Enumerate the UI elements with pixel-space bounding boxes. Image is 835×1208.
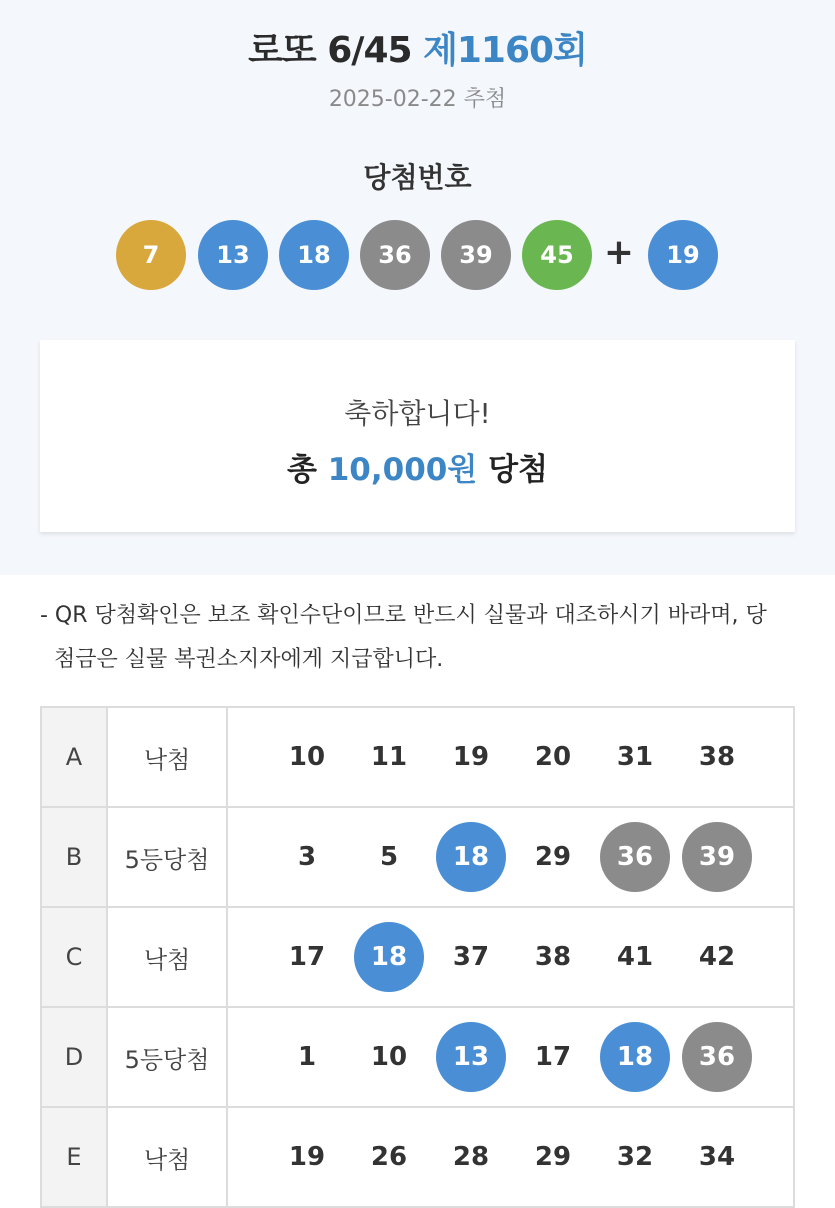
ticket-number: 28 bbox=[452, 1142, 490, 1172]
winning-ball: 18 bbox=[279, 220, 349, 290]
prize-summary-card bbox=[40, 340, 795, 532]
ticket-number: 38 bbox=[534, 942, 572, 972]
congrats-message: 축하합니다! bbox=[344, 397, 491, 430]
ticket-row bbox=[41, 1107, 794, 1207]
ticket-result: 낙첨 bbox=[107, 1107, 227, 1207]
qr-notice-line2: 첨금은 실물 복권소지자에게 지급합니다. bbox=[54, 647, 444, 672]
ticket-game-id: A bbox=[41, 707, 107, 807]
ticket-numbers bbox=[227, 707, 794, 807]
ticket-numbers bbox=[227, 907, 794, 1007]
winning-numbers-label: 당첨번호 bbox=[363, 161, 472, 194]
ticket-table bbox=[40, 706, 795, 1208]
ticket-number: 31 bbox=[616, 742, 654, 772]
ticket-numbers bbox=[227, 807, 794, 907]
total-prize bbox=[40, 444, 795, 489]
ticket-result: 5등당첨 bbox=[107, 1007, 227, 1107]
page-title bbox=[0, 22, 835, 73]
ticket-number: 20 bbox=[534, 742, 572, 772]
ticket-number-matched: 36 bbox=[682, 1022, 752, 1092]
ticket-number: 3 bbox=[297, 842, 317, 872]
ticket-game-id: E bbox=[41, 1107, 107, 1207]
ticket-number: 32 bbox=[616, 1142, 654, 1172]
ticket-result: 5등당첨 bbox=[107, 807, 227, 907]
ticket-number-matched: 18 bbox=[600, 1022, 670, 1092]
ticket-number: 26 bbox=[370, 1142, 408, 1172]
ticket-number: 41 bbox=[616, 942, 654, 972]
ticket-number: 19 bbox=[288, 1142, 326, 1172]
ticket-number: 42 bbox=[698, 942, 736, 972]
ticket-row bbox=[41, 907, 794, 1007]
ticket-number: 10 bbox=[288, 742, 326, 772]
total-prefix: 총 bbox=[286, 452, 317, 488]
ticket-number: 37 bbox=[452, 942, 490, 972]
ticket-number: 11 bbox=[370, 742, 408, 772]
ticket-number-matched: 36 bbox=[600, 822, 670, 892]
ticket-number: 10 bbox=[370, 1042, 408, 1072]
ticket-number: 38 bbox=[698, 742, 736, 772]
winning-ball: 39 bbox=[441, 220, 511, 290]
ticket-number: 29 bbox=[534, 842, 572, 872]
ticket-result: 낙첨 bbox=[107, 907, 227, 1007]
round-number: 제1160회 bbox=[423, 30, 587, 71]
winning-ball: 13 bbox=[198, 220, 268, 290]
ticket-row bbox=[41, 1007, 794, 1107]
winning-ball: 36 bbox=[360, 220, 430, 290]
qr-notice-line1: - QR 당첨확인은 보조 확인수단이므로 반드시 실물과 대조하시기 바라며, 당 bbox=[40, 603, 767, 628]
ticket-number: 1 bbox=[297, 1042, 317, 1072]
bonus-plus-sign: + bbox=[603, 232, 635, 273]
ticket-number-matched: 39 bbox=[682, 822, 752, 892]
total-suffix: 당첨 bbox=[488, 452, 549, 488]
ticket-number: 17 bbox=[288, 942, 326, 972]
ticket-number-matched: 13 bbox=[436, 1022, 506, 1092]
winning-ball: 45 bbox=[522, 220, 592, 290]
ticket-number: 19 bbox=[452, 742, 490, 772]
ticket-number-matched: 18 bbox=[354, 922, 424, 992]
ticket-row bbox=[41, 807, 794, 907]
ticket-number: 34 bbox=[698, 1142, 736, 1172]
ticket-game-id: B bbox=[41, 807, 107, 907]
ticket-numbers bbox=[227, 1007, 794, 1107]
ticket-result: 낙첨 bbox=[107, 707, 227, 807]
ticket-number: 29 bbox=[534, 1142, 572, 1172]
title-prefix: 로또 6/45 bbox=[248, 30, 412, 71]
ticket-numbers bbox=[227, 1107, 794, 1207]
bonus-ball: 19 bbox=[648, 220, 718, 290]
ticket-number: 17 bbox=[534, 1042, 572, 1072]
ticket-number: 5 bbox=[379, 842, 399, 872]
qr-notice bbox=[40, 594, 800, 682]
ticket-game-id: D bbox=[41, 1007, 107, 1107]
ticket-number-matched: 18 bbox=[436, 822, 506, 892]
ticket-game-id: C bbox=[41, 907, 107, 1007]
draw-date: 2025-02-22 추첨 bbox=[328, 87, 507, 112]
prize-amount: 10,000원 bbox=[327, 452, 478, 488]
draw-result-section bbox=[0, 0, 835, 575]
ticket-row bbox=[41, 707, 794, 807]
winning-ball: 7 bbox=[116, 220, 186, 290]
